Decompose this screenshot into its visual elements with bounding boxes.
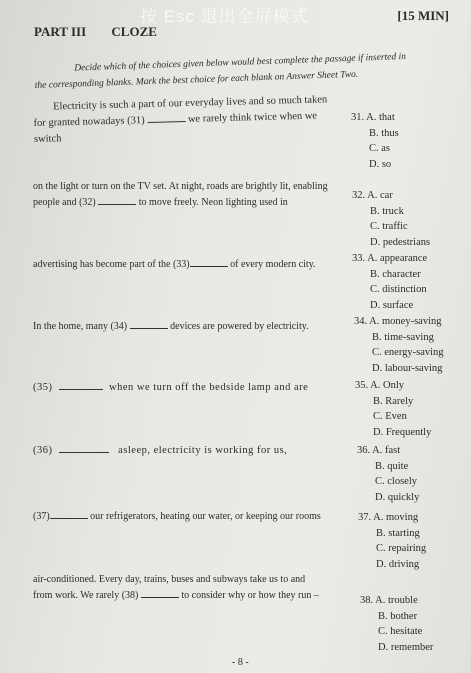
passage-block-38 [33, 572, 353, 604]
blank-38[interactable] [141, 588, 179, 598]
question-32-options [352, 188, 430, 250]
option-line[interactable]: B. thus [369, 127, 399, 139]
instructions [34, 47, 460, 94]
option-line[interactable]: B. Rarely [373, 395, 414, 407]
option-line[interactable]: D. pedestrians [370, 236, 431, 248]
instruction-line: Decide which of the choices given below would best complete the passage if inserted in [74, 52, 407, 74]
option-line[interactable]: C. Even [373, 411, 407, 422]
option-line[interactable]: B. bother [378, 610, 418, 622]
option-line[interactable]: B. starting [376, 527, 420, 539]
option-line[interactable]: 31. A. that [351, 112, 395, 123]
option-line[interactable]: D. labour-saving [372, 362, 443, 374]
section-heading [34, 24, 179, 40]
passage-block-33: advertising has become part of the (33) of every modern city. [33, 259, 316, 270]
option-line[interactable]: 32. A. car [352, 190, 393, 201]
option-line[interactable]: B. truck [370, 205, 404, 217]
option-line[interactable]: D. so [369, 158, 392, 170]
blank-33[interactable] [190, 257, 228, 267]
blank-35[interactable] [59, 380, 103, 390]
option-line[interactable]: B. character [370, 268, 421, 280]
blank-37[interactable] [50, 509, 88, 519]
passage-line: on the light or turn on the TV set. At night, roads are brightly lit, enabling [33, 181, 328, 192]
option-line[interactable]: D. remember [378, 641, 434, 653]
blank-32[interactable] [98, 195, 136, 205]
question-33-options [352, 251, 427, 313]
question-35-options [355, 378, 431, 440]
passage-block-32 [33, 179, 343, 211]
option-line[interactable]: B. quite [375, 460, 409, 472]
option-line[interactable]: C. repairing [376, 543, 427, 554]
time-limit: [15 MIN] [397, 8, 449, 23]
option-line[interactable]: C. as [369, 143, 390, 154]
question-36-options [357, 443, 419, 505]
option-line[interactable]: C. hesitate [378, 626, 423, 637]
passage-block-37: (37) our refrigerators, heating our water, or keeping our rooms [33, 511, 321, 522]
option-line[interactable]: 37. A. moving [358, 512, 419, 523]
blank-36[interactable] [59, 443, 109, 453]
section-title: CLOZE [111, 24, 157, 39]
question-31-options [351, 110, 399, 172]
option-line[interactable]: 34. A. money-saving [354, 316, 442, 327]
passage-line: Electricity is such a part of our everyday lives and so much taken [53, 94, 328, 113]
option-line[interactable]: C. distinction [370, 284, 427, 295]
passage-line: from work. We rarely (38) to consider why or how they run – [33, 590, 319, 601]
page-number: - 8 - [232, 657, 249, 668]
question-34-options [354, 314, 444, 376]
passage-line: for granted nowadays (31) we rarely think twice when we switch [33, 110, 318, 145]
passage-line: air-conditioned. Every day, trains, buses and subways take us to and [33, 574, 306, 585]
passage-block-31 [33, 92, 344, 148]
part-label: PART III [34, 24, 87, 39]
option-line[interactable]: C. closely [375, 476, 417, 487]
option-line[interactable]: 36. A. fast [357, 445, 401, 456]
blank-34[interactable] [130, 319, 168, 329]
option-line[interactable]: 38. A. trouble [360, 595, 418, 606]
instruction-line: the corresponding blanks. Mark the best choice for each blank on Answer Sheet Two. [34, 69, 359, 91]
fullscreen-watermark: 按 Esc 退出全屏模式 [140, 7, 309, 26]
option-line[interactable]: D. quickly [375, 491, 420, 503]
passage-line: people and (32) to move freely. Neon lighting used in [33, 197, 288, 208]
passage-block-34: In the home, many (34) devices are powered by electricity. [33, 321, 309, 332]
passage-block-36: (36) asleep, electricity is working for us, [33, 445, 288, 456]
option-line[interactable]: 35. A. Only [355, 380, 405, 391]
question-38-options [360, 593, 433, 655]
option-line[interactable]: D. driving [376, 558, 420, 570]
question-37-options [358, 510, 426, 572]
passage-block-35: (35) when we turn off the bedside lamp and are [33, 382, 309, 393]
option-line[interactable]: D. Frequently [373, 426, 432, 438]
option-line[interactable]: C. traffic [370, 221, 408, 232]
option-line[interactable]: B. time-saving [372, 331, 434, 343]
option-line[interactable]: C. energy-saving [372, 347, 444, 358]
blank-31[interactable] [147, 112, 185, 123]
option-line[interactable]: 33. A. appearance [352, 253, 428, 264]
option-line[interactable]: D. surface [370, 299, 414, 311]
